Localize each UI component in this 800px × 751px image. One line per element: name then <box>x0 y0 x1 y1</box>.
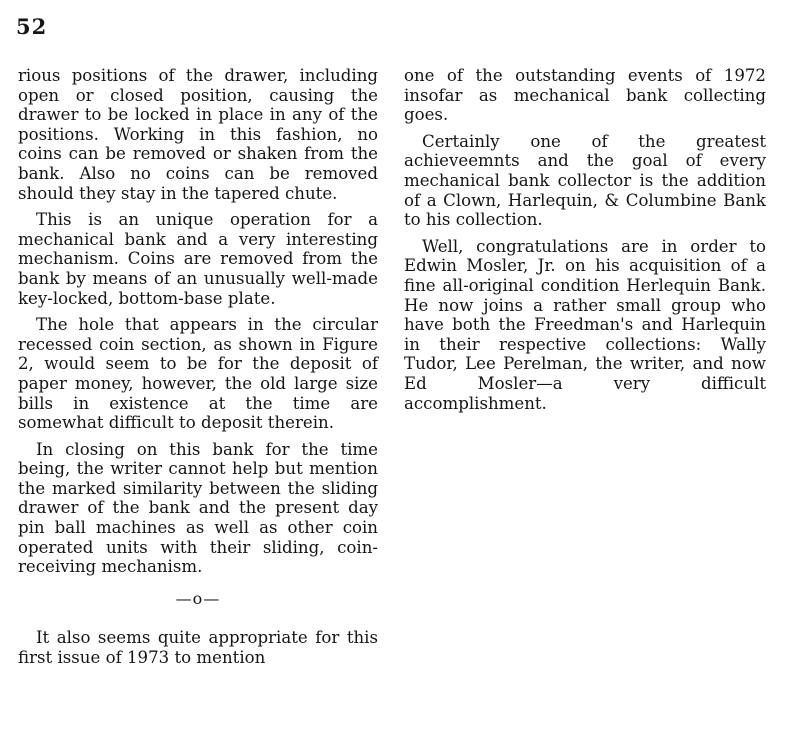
paragraph: It also seems quite appropriate for this first issue of 1973 to mention <box>18 628 378 668</box>
paragraph: In closing on this bank for the time being, the writer cannot help but mention the marked similarity between the sliding drawer of the bank and the present day pin ball machines as well as other coin operated units with their sliding, coin-receiving mechanism. <box>18 439 378 577</box>
page-number: 52 <box>16 14 48 39</box>
left-column <box>18 66 378 675</box>
paragraph: Well, congratulations are in order to Edwin Mosler, Jr. on his acquisition of a fine all-original condition Herlequin Bank. He now joins a rather small group who have both the Freedman's and Harlequin in their respective collections: Wally Tudor, Lee Perelman, the writer, and now Ed Mosler—a very difficult accomplishment. <box>404 236 766 413</box>
right-column <box>404 66 766 420</box>
paragraph: The hole that appears in the circular recessed coin section, as shown in Figure 2, would seem to be for the deposit of paper money, however, the old large size bills in existence at the time are somewhat difficult to deposit therein. <box>18 315 378 433</box>
section-divider: —o— <box>175 588 221 608</box>
paragraph: This is an unique operation for a mechanical bank and a very interesting mechanism. Coins are removed from the bank by means of an unusually well-made key-locked, bottom-base plate. <box>18 210 378 308</box>
paragraph: rious positions of the drawer, including open or closed position, causing the drawer to be locked in place in any of the positions. Working in this fashion, no coins can be removed or shaken from the bank. Also no coins can be removed should they stay in the tapered chute. <box>18 66 378 203</box>
paragraph: one of the outstanding events of 1972 insofar as mechanical bank collecting goes. <box>404 66 766 125</box>
paragraph: Certainly one of the greatest achieveemnts and the goal of every mechanical bank collector is the addition of a Clown, Harlequin, & Columbine Bank to his collection. <box>404 131 766 230</box>
